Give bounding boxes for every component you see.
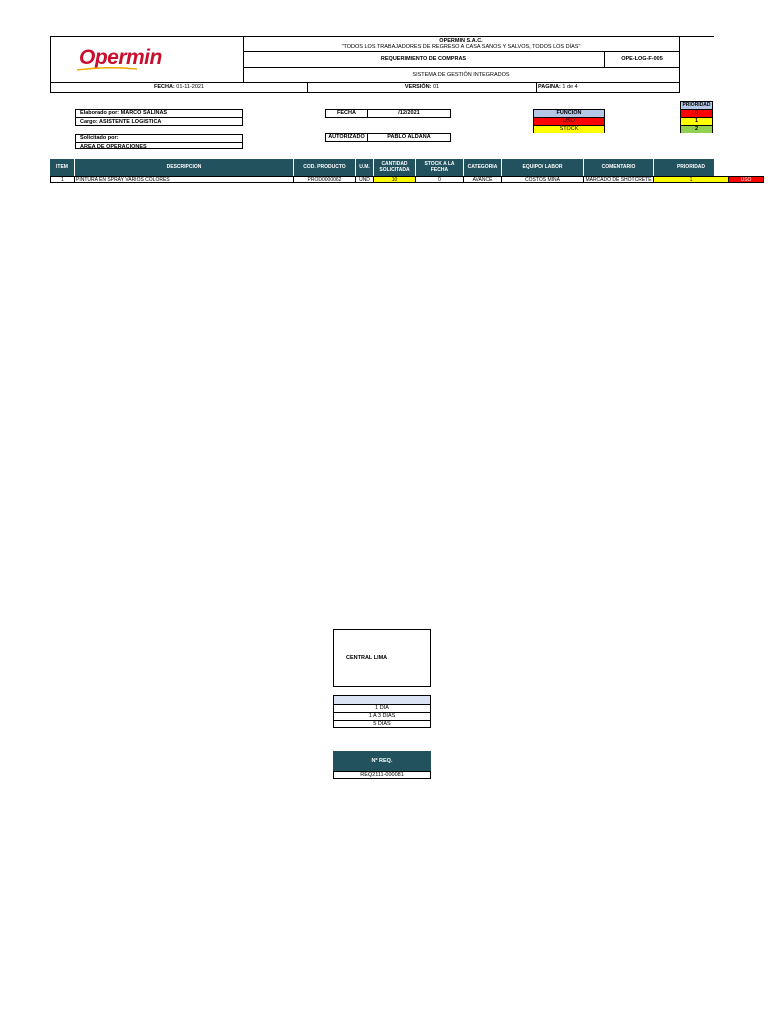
th-comentario: COMENTARIO [584, 159, 654, 176]
elaborado-text: Elaborado por: MARCO SALINAS [80, 110, 168, 116]
funcion-legend-stock: STOCK [534, 126, 604, 133]
fecha-label: FECHA [337, 110, 356, 117]
th-stock: STOCK A LA FECHA [416, 159, 464, 176]
plazos-header [334, 696, 430, 705]
cell-categoria[interactable]: AVANCE [464, 176, 502, 183]
company-name: OPERMIN S.A.C. [439, 38, 483, 44]
elaborado-box [75, 109, 243, 126]
cell-equipo-labor[interactable]: COSTOS MINA [502, 176, 584, 183]
autorizado-label-cell [325, 133, 368, 142]
doc-code-cell [605, 52, 680, 68]
funcion-legend [533, 109, 605, 133]
company-row [243, 36, 680, 52]
cargo-text: Cargo: ASISTENTE LOGISTICA [80, 119, 162, 126]
version-info [308, 84, 536, 90]
autorizado-label: AUTORIZADO [328, 134, 365, 141]
fecha-info-value: 01-11-2021 [176, 84, 205, 90]
th-cantidad: CANTIDAD SOLICITADA [374, 159, 416, 176]
logo-swoosh-icon [77, 67, 137, 71]
cell-prioridad[interactable]: 1 [654, 176, 729, 183]
solicitado-box [75, 134, 243, 149]
cell-stock[interactable]: 0 [416, 176, 464, 183]
header-top-extension [680, 36, 714, 37]
th-descripcion: DESCRIPCION [75, 159, 294, 176]
central-label: CENTRAL LIMA [346, 655, 388, 661]
cell-um[interactable]: UND [356, 176, 374, 183]
fecha-value: /12/2021 [398, 110, 420, 117]
plazo-2: 1 A 3 DIAS [334, 713, 430, 721]
fecha-value-cell[interactable] [367, 109, 451, 118]
central-box [333, 629, 431, 687]
company-motto: "TODOS LOS TRABAJADORES DE REGRESO A CASA SANOS Y SALVOS, TODOS LOS DÍAS" [341, 44, 581, 51]
funcion-legend-title: FUNCION [534, 110, 604, 118]
table-row[interactable] [50, 176, 752, 183]
doc-code: OPE-LOG-F-005 [621, 56, 663, 63]
funcion-legend-uso: USO [534, 118, 604, 126]
cell-comentario[interactable]: MARCADO DE SHOTCRETE [584, 176, 654, 183]
cell-descripcion[interactable]: PINTURA EN SPRAY VARIOS COLORES [75, 176, 294, 183]
req-value-cell [333, 771, 431, 779]
th-item: ITEM [50, 159, 75, 176]
logo-text: Opermin [79, 46, 162, 69]
version-info-label: VERSIÓN: [404, 84, 432, 90]
autorizado-value-cell[interactable] [367, 133, 451, 142]
th-funcion: FUNCION [735, 163, 758, 170]
th-categoria: CATEGORIA [464, 159, 502, 176]
prioridad-legend-0: 0 [681, 110, 712, 118]
plazos-table [333, 695, 431, 728]
version-info-value: 01 [433, 84, 440, 90]
req-header [333, 751, 431, 771]
cell-funcion[interactable]: USO [729, 176, 764, 183]
cell-item[interactable]: 1 [50, 176, 75, 183]
area-text: AREA DE OPERACIONES [80, 144, 147, 151]
system-cell [243, 68, 680, 83]
pagina-info-label: PAGINA: [538, 84, 561, 90]
doc-title-cell [243, 52, 605, 68]
system-name: SISTEMA DE GESTIÓN INTEGRADOS [412, 71, 510, 78]
prioridad-legend-1: 1 [681, 118, 712, 126]
fecha-label-cell [325, 109, 368, 118]
plazo-1: 1 DIA [334, 705, 430, 713]
table-header [50, 159, 758, 176]
plazo-3: 5 DIAS [373, 721, 391, 727]
cell-cod-producto[interactable]: PROD0000062 [294, 176, 356, 183]
cell-cantidad[interactable]: 10 [374, 176, 416, 183]
pagina-info-value: 1 de 4 [562, 84, 578, 90]
req-value: REQ2111-000081 [360, 771, 404, 778]
doc-title: REQUERIMIENTO DE COMPRAS [380, 56, 467, 63]
solicitado-text: Solicitado por: [80, 135, 119, 141]
fecha-info [51, 84, 307, 90]
th-prioridad: PRIORIDAD [654, 159, 729, 176]
pagina-info [538, 84, 678, 90]
prioridad-legend-title: PRIORIDAD [682, 102, 711, 108]
th-um: U.M. [356, 159, 374, 176]
th-cod-producto: COD. PRODUCTO [294, 159, 356, 176]
prioridad-legend-2: 2 [681, 126, 712, 133]
info-bar [50, 83, 680, 93]
autorizado-value: PABLO ALDANA [387, 134, 431, 141]
logo-cell [50, 36, 244, 83]
fecha-info-label: FECHA: [153, 84, 175, 90]
prioridad-legend [680, 101, 713, 133]
req-label: Nº REQ. [371, 757, 393, 764]
th-equipo-labor: EQUIPO/ LABOR [502, 159, 584, 176]
